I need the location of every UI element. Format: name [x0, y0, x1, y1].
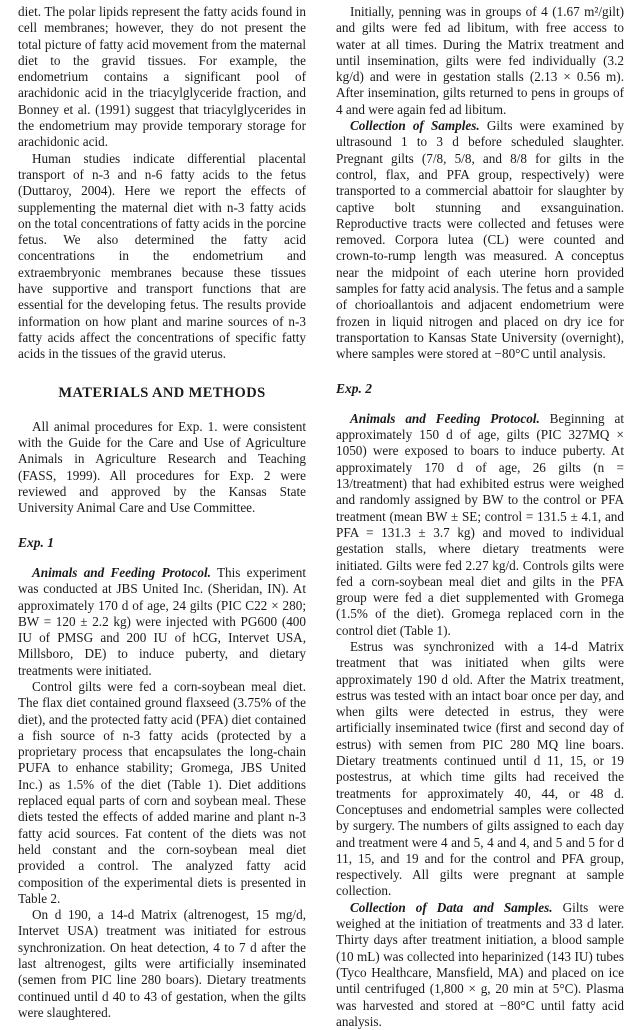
- subsection-heading-exp1: Exp. 1: [18, 534, 55, 550]
- paragraph: diet. The polar lipids represent the fatty acids found in cell membranes; however, they do not present the total picture of fatty acid movement from the maternal diet to the gravid tissues. For example, the endometrium contains a significant pool of arachidonic acid in the triacylglyceride fraction, and Bonney et al. (1991) suggest that triacylglycerides in the endometrium may provide temporary storage for arachidonic acid.: [18, 4, 306, 150]
- paragraph: Human studies indicate differential placental transport of n-3 and n-6 fatty acids to the fetus (Duttaroy, 2004). Here we report the effects of supplementing the maternal diet with n-3 fatty acids on the total concentrations of fatty acids in the porcine fetus. We also determined the fatty acid concentrations in the endometrium and extraembryonic membranes because these tissues have supportive and transport functions that are essential for the developing fetus. The results provide information on how plant and marine sources of n-3 fatty acids affect the concentrations of specific fatty acids in the tissues of the gravid uterus.: [18, 150, 306, 362]
- runin-heading: Animals and Feeding Protocol.: [350, 410, 540, 426]
- paragraph-text: This experiment was conducted at JBS United Inc. (Sheridan, IN). At approximately 170 d of age, 24 gilts (PIC C22 × 280; BW = 120 ± 2.2 kg) were injected with PG600 (400 IU of PMSG and 200 IU of hCG, Intervet USA, Millsboro, DE) to induce puberty, and dietary treatments were initiated.: [18, 564, 306, 678]
- subsection-heading-exp2: Exp. 2: [336, 380, 373, 396]
- paragraph: [18, 565, 306, 679]
- paragraph: [336, 411, 624, 639]
- paragraph: Initially, penning was in groups of 4 (1.67 m²/gilt) and gilts were fed ad libitum, with free access to water at all times. During the Matrix treatment and until insemination, gilts were fed individually (3.2 kg/d) and were in gestation stalls (2.13 × 0.56 m). After insemination, gilts returned to pens in groups of 4 and were again fed ad libitum.: [336, 4, 624, 117]
- runin-heading: Collection of Data and Samples.: [350, 899, 553, 915]
- runin-heading: Animals and Feeding Protocol.: [32, 564, 211, 580]
- paragraph-text: Gilts were examined by ultrasound 1 to 3 d before scheduled slaughter. Pregnant gilts (7/8, 5/8, and 8/8 for gilts in the control, flax, and PFA group, respectively) were transported to a commercial abattoir for slaughter by captive bolt stunning and exsanguination. Reproductive tracts were collected and fetuses were removed. Corpora lutea (CL) were counted and crown-to-rump length was measured. A conceptus near the midpoint of each uterine horn provided samples for fatty acid analysis. The fetus and a sample of chorioallantois and adjacent endometrium were frozen in liquid nitrogen and placed on dry ice for transportation to Kansas State University (overnight), where samples were stored at −80°C until analysis.: [336, 118, 624, 362]
- right-column: [336, 4, 624, 1030]
- paragraph: All animal procedures for Exp. 1. were consistent with the Guide for the Care and Use of Agriculture Animals in Agriculture Research and Teaching (FASS, 1999). All procedures for Exp. 2 were reviewed and approved by the Kansas State University Animal Care and Use Committee.: [18, 418, 306, 516]
- paragraph: Control gilts were fed a corn-soybean meal diet. The flax diet contained ground flaxseed (3.75% of the diet), and the protected fatty acid (PFA) diet contained a fish source of n-3 fatty acids (protected by a proprietary process that encapsulates the long-chain PUFA to enhance stability; Gromega, JBS United Inc.) as 1.5% of the diet (Table 1). Diet additions replaced equal parts of corn and soybean meal. These diets tested the effects of added marine and plant n-3 fatty acid sources. Fat content of the diets was not held constant and the corn-soybean meal diet provided a control. The analyzed fatty acid composition of the experimental diets is presented in Table 2.: [18, 678, 306, 906]
- paragraph-text: Beginning at approximately 150 d of age, gilts (PIC 327MQ × 1050) were exposed to boars to induce puberty. At approximately 170 d of age, 26 gilts (n = 13/treatment) that had exhibited estrus were weighed and randomly assigned by BW to the control or PFA treatment (mean BW ± SE; control = 131.5 ± 4.1, and PFA = 131.3 ± 3.7 kg) and moved to individual gestation stalls, where dietary treatments were initiated. Gilts were fed 2.27 kg/d. Controls gilts were fed a corn-soybean meal diet and gilts in the PFA group were fed a diet supplemented with Gromega (1.5% of the diet). Gromega replaced corn in the control diet (Table 1).: [336, 410, 624, 638]
- paragraph: On d 190, a 14-d Matrix (altrenogest, 15 mg/d, Intervet USA) treatment was initiated for estrous synchronization. On heat detection, 4 to 7 d after the last altrenogest, gilts were artificially inseminated (semen from PIC line 280 boars). Dietary treatments continued until d 40 to 43 of gestation, when the gilts were slaughtered.: [18, 907, 306, 1020]
- paragraph: Estrus was synchronized with a 14-d Matrix treatment that was initiated when gilts were approximately 190 d old. After the Matrix treatment, estrus was tested with an intact boar once per day, and when gilts were detected in estrus, they were artificially inseminated twice (first and second day of estrus) with semen from PIC 280 MQ line boars. Dietary treatments continued until d 11, 15, or 19 postestrus, at which time gilts had received the treatments for approximately 40, 44, or 48 d. Conceptuses and endometrial samples were collected by surgery. The numbers of gilts assigned to each day and treatment were 4 and 5, 4 and 4, and 5 and 5 for d 11, 15, and 19 and for the control and PFA group, respectively. All gilts were pregnant at sample collection.: [336, 638, 624, 899]
- paragraph: [336, 118, 624, 362]
- left-column: [18, 4, 306, 1021]
- paragraph-text: Gilts were weighed at the initiation of treatments and 33 d later. Thirty days after treatment initiation, a blood sample (10 mL) was collected into heparinized (143 IU) tubes (Tyco Healthcare, Mansfield, MA) and placed on ice until centrifuged (1,800 × g, 20 min at 5°C). Plasma was harvested and stored at −80°C until fatty acid analysis.: [336, 899, 624, 1029]
- runin-heading: Collection of Samples.: [350, 118, 480, 134]
- section-heading-materials-methods: MATERIALS AND METHODS: [58, 384, 266, 401]
- paragraph: [336, 900, 624, 1030]
